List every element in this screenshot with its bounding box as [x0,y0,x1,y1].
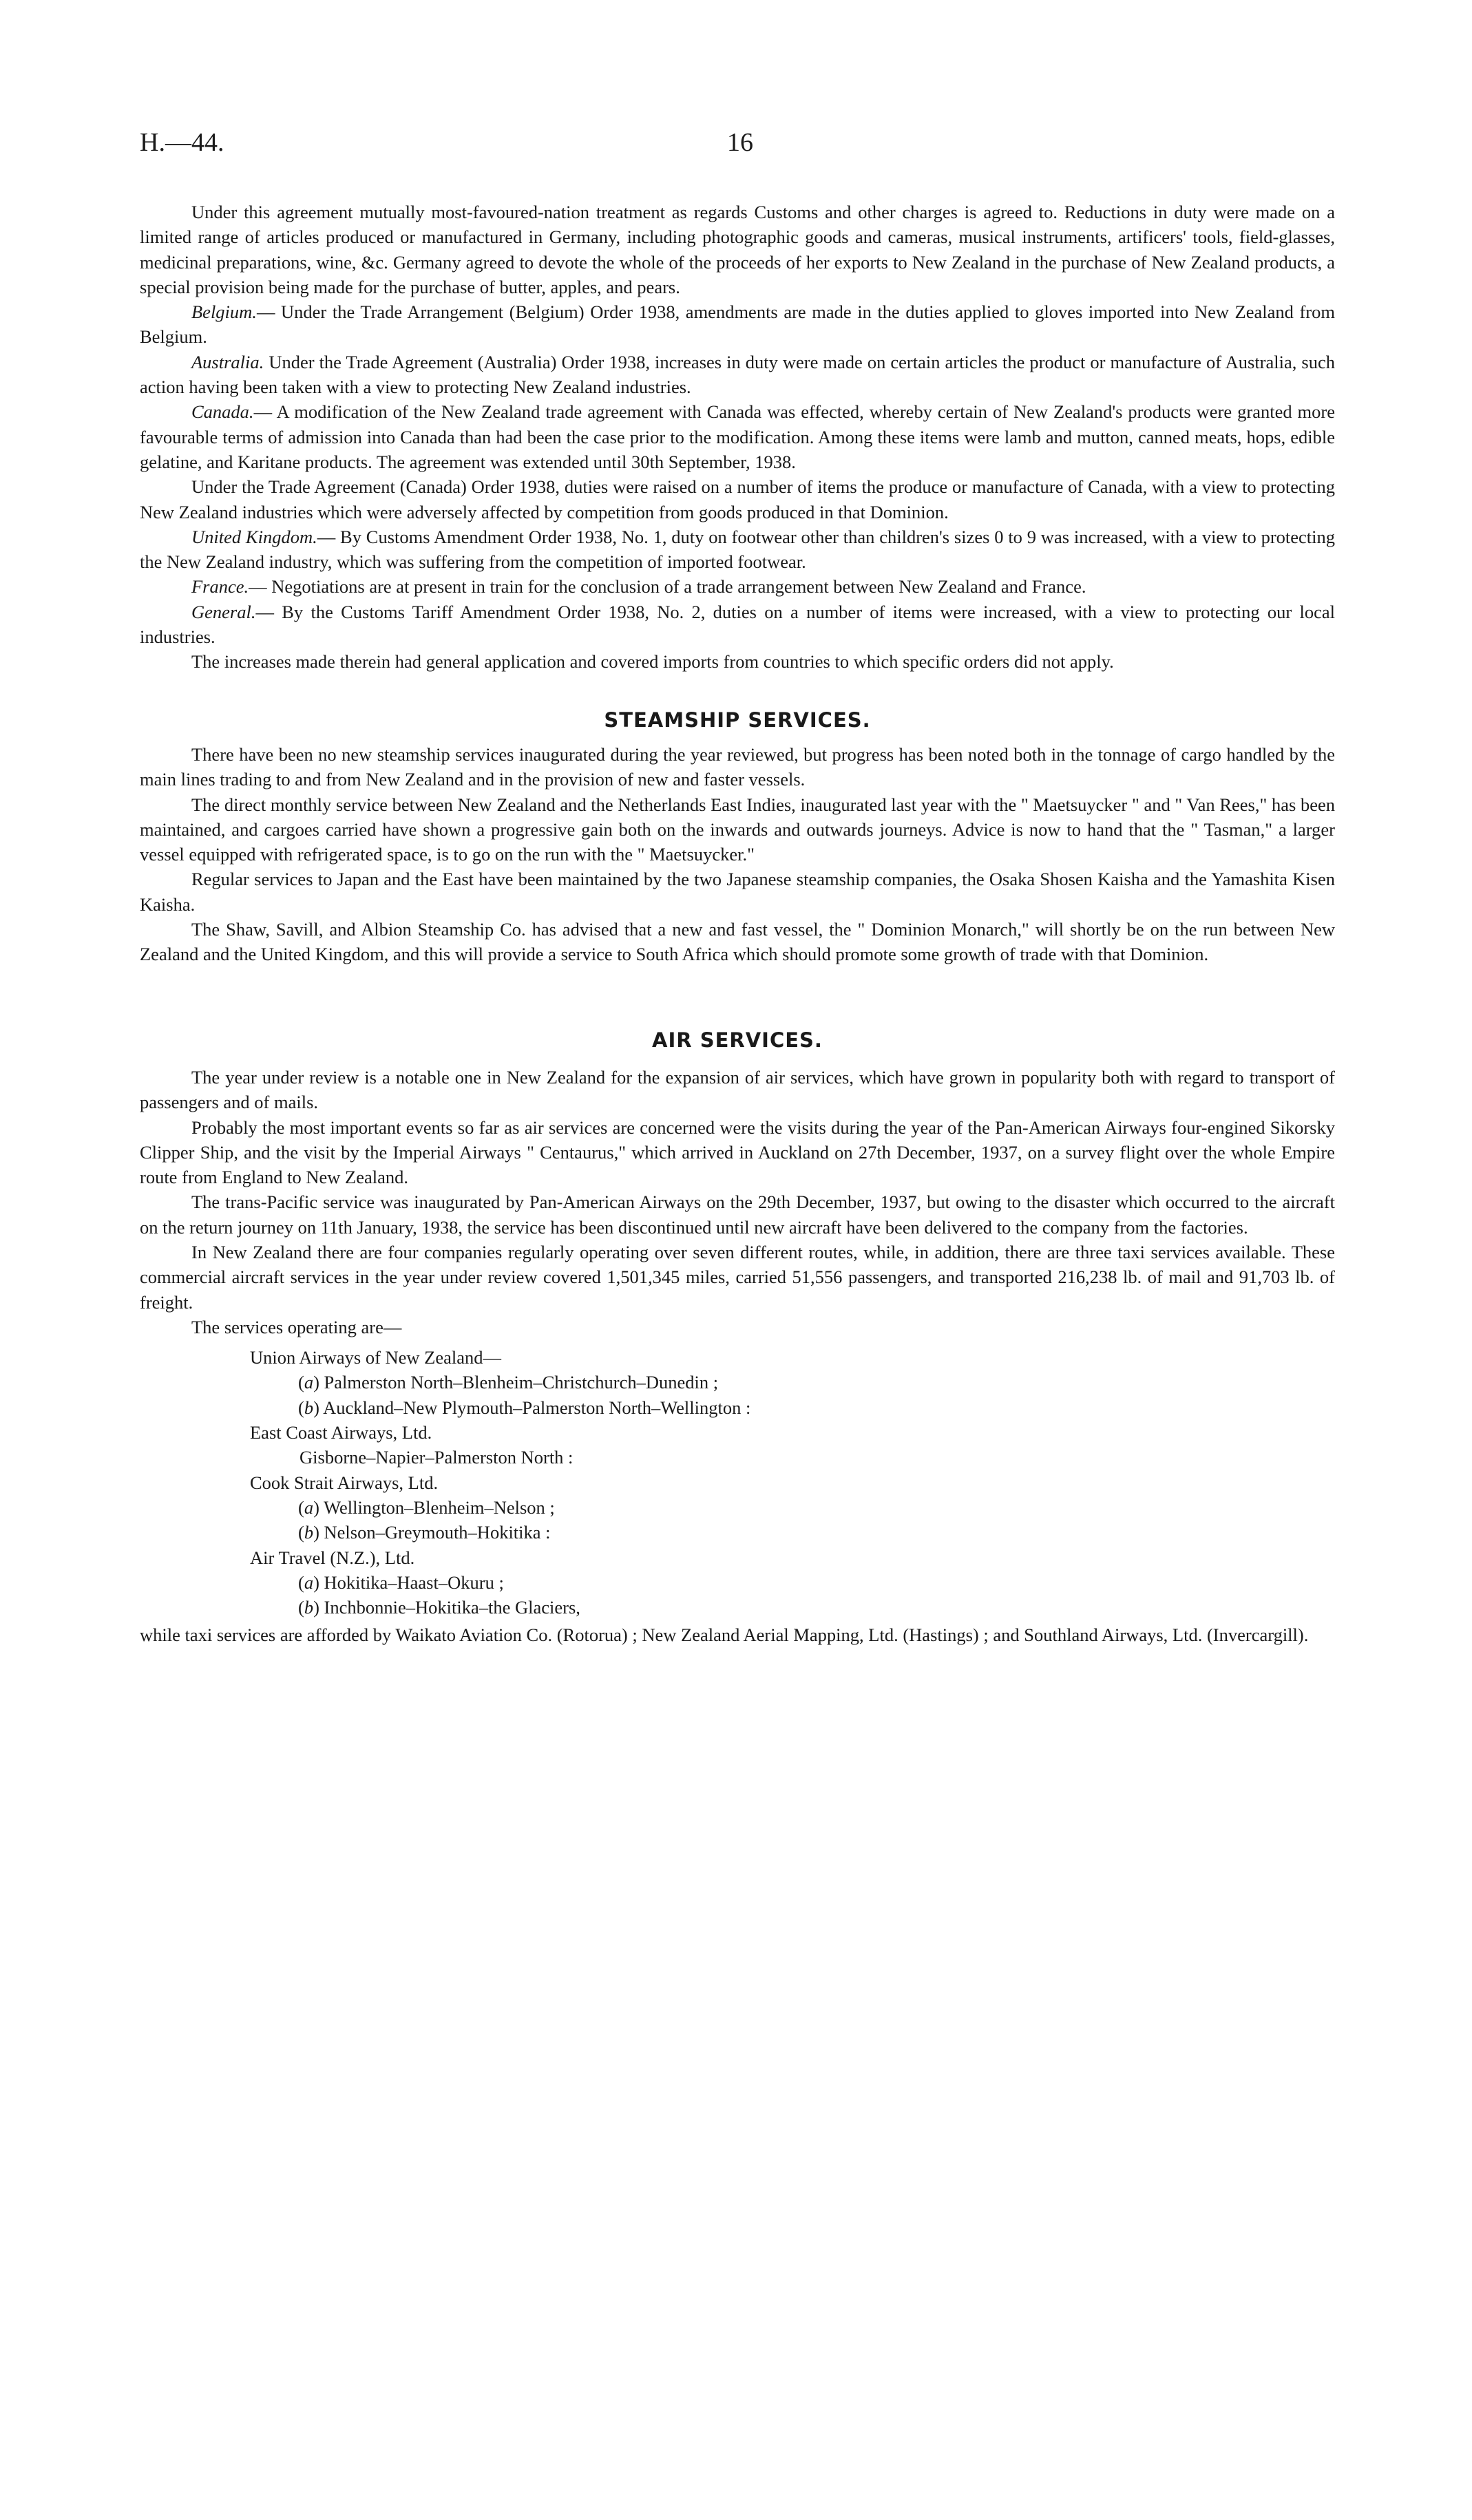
paragraph-steamship-3: Regular services to Japan and the East have been maintained by the two Japanese steamship companies, the Osaka Shosen Kaisha and the Yamashita Kisen Kaisha. [140,869,1335,915]
route-letter: b [304,1522,314,1543]
paragraph-germany: Under this agreement mutually most-favoured-nation treatment as regards Customs and other charges is agreed to. Reductions in duty were made on a limited range of articles produced or manufactured in Germany, including photographic goods and cameras, musical instruments, artificers' tools, field-glasses, medicinal preparations, wine, &c. Germany agreed to devote the whole of the proceeds of her exports to New Zealand in the purchase of New Zealand products, a special provision being made for the purchase of butter, apples, and pears. [140,202,1335,297]
route-text: Auckland–New Plymouth–Palmerston North–Wellington : [323,1397,751,1418]
route-item: (b) Inchbonnie–Hokitika–the Glaciers, [298,1597,580,1618]
route-text: Wellington–Blenheim–Nelson ; [324,1496,555,1518]
paragraph-steamship-2: The direct monthly service between New Zealand and the Netherlands East Indies, inaugurated last year with the " Maetsuycker " and " Van Rees," has been maintained, and cargoes carried have shown a progressive gain both on the inwards and outwards journeys. Advice is now to hand that the " Tasman," a larger vessel equipped with refrigerated space, is to go on the run with the " Maetsuycker." [140,794,1335,865]
company-name: East Coast Airways, Ltd. [250,1422,432,1443]
paragraph-belgium [140,299,1335,350]
country-label-united-kingdom: United Kingdom. [191,526,317,547]
paragraph-united-kingdom-text: — By Customs Amendment Order 1938, No. 1, duty on footwear other than children's sizes 0 to 9 was increased, with a view to protecting the New Zealand industry, which was suffering from the competition of imported footwear. [140,526,1335,573]
paragraph-air-2: Probably the most important events so far as air services are concerned were the visits during the year of the Pan-American Airways four-engined Sikorsky Clipper Ship, and the visit by the Imperial Airways " Centaurus," which arrived in Auckland on 27th December, 1937, on a survey flight over the whole Empire route from England to New Zealand. [140,1116,1335,1188]
country-label-australia: Australia. [191,351,264,372]
paragraph-air-4: In New Zealand there are four companies regularly operating over seven different routes, while, in addition, there are three taxi services available. These commercial aircraft services in the year under review covered 1,501,345 miles, carried 51,556 passengers, and transported 216,238 lb. of mail and 91,703 lb. of freight. [140,1241,1335,1313]
paragraph-canada-text: — A modification of the New Zealand trade agreement with Canada was effected, whereby certain of New Zealand's products were granted more favourable terms of admission into Canada than had been the case prior to the modification. Among these items were lamb and mutton, canned meats, hops, edible gelatine, and Karitane products. The agreement was extended until 30th September, 1938. [140,401,1335,472]
route-letter: a [304,1496,314,1518]
route-text: Hokitika–Haast–Okuru ; [324,1571,504,1593]
company-name: Cook Strait Airways, Ltd. [250,1472,439,1493]
paragraph-united-kingdom [140,525,1335,575]
services-intro: The services operating are— [191,1316,402,1337]
route-item: (a) Hokitika–Haast–Okuru ; [298,1571,504,1593]
page-number: 16 [727,128,753,157]
paragraph-steamship-1: There have been no new steamship services inaugurated during the year reviewed, but progress has been noted both in the tonnage of cargo handled by the main lines trading to and from New Zealand and in the provision of new and faster vessels. [140,743,1335,790]
paragraph-canada [140,399,1335,474]
page-header [140,127,1335,169]
route-item: (a) Palmerston North–Blenheim–Christchurch–Dunedin ; [298,1372,719,1393]
paragraph-general-application: The increases made therein had general application and covered imports from countries to which specific orders did not apply. [191,651,1114,673]
paragraph-general [140,600,1335,650]
paragraph-australia-text: Under the Trade Agreement (Australia) Order 1938, increases in duty were made on certain articles the product or manufacture of Australia, such action having been taken with a view to protecting New Zealand industries. [140,351,1335,398]
paragraph-france [140,574,1335,599]
label-general: General. [191,601,256,622]
country-label-france: France. [191,576,249,597]
route-letter: b [304,1397,314,1418]
country-label-belgium: Belgium. [191,301,257,323]
route-letter: a [304,1571,314,1593]
country-label-canada: Canada. [191,401,254,423]
route-letter: b [304,1597,314,1618]
company-name: Air Travel (N.Z.), Ltd. [250,1547,415,1568]
air-services-list [140,1345,1335,1620]
route-text: Palmerston North–Blenheim–Christchurch–Dunedin ; [324,1372,719,1393]
paragraph-steamship-4: The Shaw, Savill, and Albion Steamship Co. has advised that a new and fast vessel, the " Dominion Monarch," will shortly be on the run between New Zealand and the United Kingdom, and this will provide a service to South Africa which should promote some growth of trade with that Dominion. [140,919,1335,965]
route-text: Nelson–Greymouth–Hokitika : [324,1522,551,1543]
paragraph-general-text: — By the Customs Tariff Amendment Order 1938, No. 2, duties on a number of items were increased, with a view to protecting our local industries. [140,601,1335,648]
document-reference: H.—44. [140,128,224,157]
paragraph-taxi-services: while taxi services are afforded by Waikato Aviation Co. (Rotorua) ; New Zealand Aerial Mapping, Ltd. (Hastings) ; and Southland Airways, Ltd. (Invercargill). [140,1624,1309,1646]
route-item: (a) Wellington–Blenheim–Nelson ; [298,1496,555,1518]
paragraph-canada-order: Under the Trade Agreement (Canada) Order 1938, duties were raised on a number of items the produce or manufacture of Canada, with a view to protecting New Zealand industries which were adversely affected by competition from goods produced in that Dominion. [140,476,1335,522]
paragraph-air-3: The trans-Pacific service was inaugurated by Pan-American Airways on the 29th December, 1937, but owing to the disaster which occurred to the aircraft on the return journey on 11th January, 1938, the service has been discontinued until new aircraft have been delivered to the company from the factories. [140,1192,1335,1238]
company-name: Union Airways of New Zealand— [250,1347,502,1368]
paragraph-belgium-text: — Under the Trade Arrangement (Belgium) Order 1938, amendments are made in the duties applied to gloves imported into New Zealand from Belgium. [140,301,1335,348]
route-text: Inchbonnie–Hokitika–the Glaciers, [324,1597,580,1618]
route-letter: a [304,1372,314,1393]
section-title-steamship: STEAMSHIP SERVICES. [604,708,871,732]
page-body [140,200,1335,1648]
route-item: (b) Auckland–New Plymouth–Palmerston North–Wellington : [298,1397,751,1418]
paragraph-air-1: The year under review is a notable one in New Zealand for the expansion of air services, which have grown in popularity both with regard to transport of passengers and of mails. [140,1066,1335,1113]
paragraph-france-text: — Negotiations are at present in train for the conclusion of a trade arrangement between New Zealand and France. [249,576,1086,597]
section-title-air: AIR SERVICES. [652,1028,823,1052]
paragraph-australia [140,350,1335,400]
route-text: Gisborne–Napier–Palmerston North : [299,1447,574,1468]
route-item: (b) Nelson–Greymouth–Hokitika : [298,1522,551,1543]
